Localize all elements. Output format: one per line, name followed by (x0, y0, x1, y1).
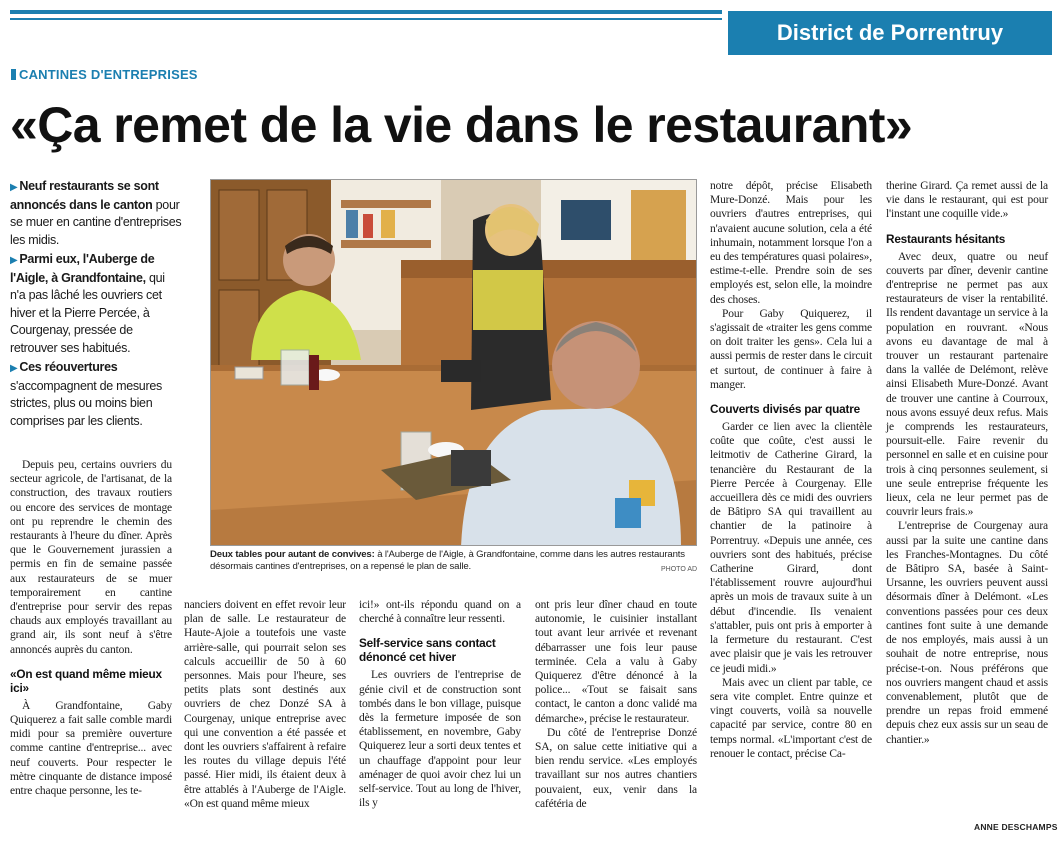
lede (10, 178, 182, 432)
paragraph: therine Girard. Ça remet aussi de la vie dans le restaurant, qui est pour l'instant une coquille vide.» (886, 180, 1048, 221)
subheading: Restaurants hésitants (886, 231, 1006, 246)
lede-bold: Ces réouvertures (19, 360, 118, 374)
article-column-5 (710, 179, 872, 761)
header-rule (10, 10, 722, 14)
paragraph: ici!» ont-ils répondu quand on a cherché à connaître leur ressenti. (359, 599, 521, 626)
paragraph: Les ouvriers de l'entreprise de génie civil et de construction sont tombés dans le bon village, puisque dès la fermeture imposée de son établissement, en novembre, Gaby Quiquerez leur a sorti deux tentes et un chauffage d'appoint pour leur aménager de quoi avoir chez lui un self-service. Tout au long de l'hiver, ils y (359, 669, 521, 810)
article-column-2 (184, 598, 346, 811)
lede-point-2 (10, 251, 182, 357)
paragraph: Depuis peu, certains ouvriers du secteur agricole, de l'artisanat, de la construction, des travaux routiers ou encore des services de montage ont pu reprendre le chemin des restaurants à l'heure du dîner. Après que le Gouvernement jurassien a permis en fin de semaine passée aux restaurateurs de se muer temporairement en cantine d'entreprise pour servir des repas chauds aux employés travaillant au grand air, ils sont neuf à s'être annoncés auprès du canton. (10, 459, 172, 656)
photo-illustration (211, 180, 697, 546)
paragraph: L'entreprise de Courgenay aura aussi par la suite une cantine dans les Franches-Montagnes. Du côté de Bâtipro SA, basée à Saint-Ursanne, les ouvriers peuvent aussi désormais dîner à Delémont. «Les conventions passées pour ces deux cantines font suite à une demande de nos employés, mais aussi à un souhait de notre entreprise, nous précise-t-on. Nous préférons que nos ouvriers mangent chaud et assis convenablement, plutôt que de prendre un repas froid emmené depuis chez eux assis sur un seau de chantier.» (886, 520, 1048, 746)
paragraph: Pour Gaby Quiquerez, il s'agissait de «traiter les gens comme on doit traiter les gens». Cela lui a aussi permis de rester dans le circuit et surtout, de continuer à faire à manger. (710, 307, 872, 391)
rubric (11, 67, 198, 82)
lede-bold: Parmi eux, l'Auberge de l'Aigle, à Grandfontaine, (10, 252, 155, 285)
rubric-square-icon (11, 69, 16, 80)
lede-text: qui n'a pas lâché les ouvriers cet hiver et la Pierre Percée, à Courgenay, pressée de retrouver ses habitués. (10, 270, 165, 355)
rubric-label: CANTINES D'ENTREPRISES (19, 67, 198, 82)
paragraph: nanciers doivent en effet revoir leur plan de salle. Le restaurateur de Haute-Ajoie a toutefois une vaste arrière-salle, qui pourrait selon ses calculs accueillir de 50 à 60 personnes. Mais pour l'heure, ses petits plats sont destinés aux ouvriers de chez Donzé SA à Courgenay, unique entreprise avec qui une convention a été passée et dont les ouvriers s'affairent à refaire les routes du village depuis l'été passé. Hier midi, ils étaient deux à être attablés à l'Auberge de l'Aigle. «On est quand même mieux (184, 599, 346, 810)
paragraph: Mais avec un client par table, ce sera vite complet. Entre quinze et vingt couverts, voilà sa nouvelle capacité par service, contre 80 en temps normal. «L'important c'est de renouer le contact, précise Ca- (710, 676, 872, 760)
paragraph: Garder ce lien avec la clientèle coûte que coûte, c'est aussi le leitmotiv de Catherine Girard, la tenancière du Restaurant de la Pierre Percée à Courgenay. Elle accueillera dès ce midi des ouvriers de Bâtipro SA qui travaillent au chantier de la patinoire à Porrentruy. «Depuis une année, ces ouvriers sont des habitués, précise Catherine Girard, dont l'établissement rouvre aujourd'hui après un mois de travaux suite à un début d'incendie. Ils venaient s'attabler, puis ont pris à emporter à la fermeture du restaurant. C'est avec plaisir que je vais les retrouver ce jeudi midi.» (710, 421, 872, 675)
photo-credit: PHOTO AD (661, 566, 698, 573)
author-signature: ANNE DESCHAMPS (974, 822, 1058, 832)
header-rule-thin (10, 18, 722, 20)
lede-bold: Neuf restaurants se sont annoncés dans le canton (10, 179, 159, 212)
lede-point-1 (10, 178, 182, 249)
article-column-6 (886, 179, 1048, 747)
arrow-icon: ▶ (10, 255, 18, 266)
subheading: Couverts divisés par quatre (710, 402, 860, 417)
arrow-icon: ▶ (10, 182, 18, 193)
restaurant-photo (210, 179, 697, 546)
paragraph: ont pris leur dîner chaud en toute autonomie, le cuisinier installant tout avant leur arrivée et revenant débarrasser une fois leur pause terminée. Cela a valu à Gaby Quiquerez d'être dénoncé à la police... «Tout se faisait sans contact, le canton a donc validé ma démarche», précise le restaurateur. (535, 599, 697, 725)
article-column-1 (10, 458, 172, 798)
paragraph: Du côté de l'entreprise Donzé SA, on salue cette initiative qui a bien rendu service. «Les employés travaillant sur nos autres chantiers pouvaient, eux, venir dans la cafétéria de (535, 726, 697, 810)
caption-text: à l'Auberge de l'Aigle, à Grandfontaine, comme dans les autres restaurants désormais cantines d'entreprises, on a repensé le plan de salle. (210, 549, 685, 572)
lede-text: s'accompagnent de mesures strictes, plus ou moins bien comprises par les clients. (10, 378, 162, 428)
paragraph: À Grandfontaine, Gaby Quiquerez a fait salle comble mardi midi pour sa première ouverture comme cantine d'entreprise... avec neuf couverts. Pour respecter le mètre cinquante de distance imposé entre chaque personne, les te- (10, 699, 172, 798)
photo-caption (210, 549, 697, 573)
article-column-4 (535, 598, 697, 811)
district-banner: District de Porrentruy (728, 11, 1052, 55)
arrow-icon: ▶ (10, 363, 18, 374)
headline: «Ça remet de la vie dans le restaurant» (10, 97, 913, 153)
paragraph: Avec deux, quatre ou neuf couverts par dîner, devenir cantine d'entreprise ne permet pas aux restaurateurs de viser la rentabilité. Ils rendent davantage un service à la population en rouvrant. «Nous avons eu davantage de mal à trouver un restaurant partenaire dans la vallée de Delémont, relève ainsi Elisabeth Mure-Donzé. Avant de trouver une cantine à Courroux, nous avons essuyé deux refus. Mais je comprends les restaurateurs, poursuit-elle. Faire revenir du personnel en salle et en cuisine pour trois à cinq personnes seulement, si une seule entreprise fréquente les lieux, cela ne leur permet pas de couvrir leurs frais.» (886, 250, 1048, 519)
subheading: Self-service sans contact dénoncé cet hiver (359, 636, 496, 665)
paragraph: notre dépôt, précise Elisabeth Mure-Donzé. Mais pour les ouvriers d'autres entreprises, qui n'avaient aucune solution, cela a été inhumain, notamment lorsque l'on a eu des températures quasi polaires», estime-t-elle. Prendre soin de ses employés est, selon elle, la moindre des choses. (710, 180, 872, 306)
lede-point-3 (10, 359, 182, 430)
article-column-3 (359, 598, 521, 810)
caption-bold: Deux tables pour autant de convives: (210, 549, 375, 560)
subheading: «On est quand même mieux ici» (10, 666, 162, 695)
lede-text: pour se muer en cantine d'entreprises les midis. (10, 197, 182, 247)
